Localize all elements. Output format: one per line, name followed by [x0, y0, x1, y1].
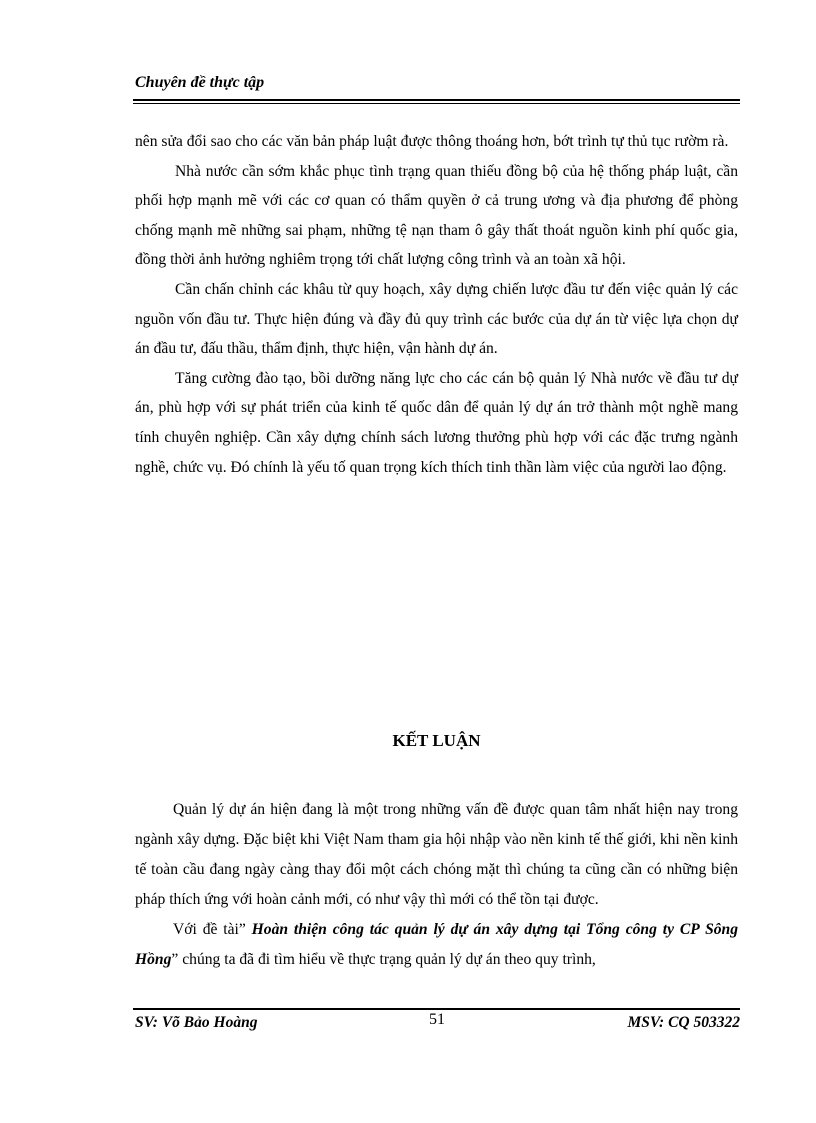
conclusion-paragraph-1: Quản lý dự án hiện đang là một trong những vấn đề được quan tâm nhất hiện nay trong ngành xây dựng. Đặc biệt khi Việt Nam tham gia hội nhập vào nền kinh tế thế giới, khi nền kinh tế toàn cầu đang ngày càng thay đổi một cách chóng mặt thì chúng ta cũng cần có những biện pháp thích ứng với hoàn cảnh mới, có như vậy thì mới có thể tồn tại được.	[135, 801, 738, 908]
footer-rule	[133, 1008, 740, 1010]
conclusion-text	[135, 795, 738, 975]
paragraph-2-prefix: Với đề tài”	[173, 921, 252, 938]
document-header-title: Chuyên đề thực tập	[135, 74, 265, 91]
conclusion-paragraph-2	[135, 915, 738, 975]
body-text	[135, 127, 738, 482]
paragraph-continued: nên sửa đổi sao cho các văn bản pháp luật được thông thoáng hơn, bớt trình tự thủ tục rườm rà.	[135, 133, 729, 150]
thesis-topic-title: Hoàn thiện công tác quản lý dự án xây dựng tại Tổng công ty CP Sông Hồng	[135, 921, 739, 968]
paragraph-planning: Cần chấn chỉnh các khâu từ quy hoạch, xây dựng chiến lược đầu tư đến việc quản lý các nguồn vốn đầu tư. Thực hiện đúng và đầy đủ quy trình các bước của dự án từ việc lựa chọn dự án đầu tư, đấu thầu, thẩm định, thực hiện, vận hành dự án.	[135, 280, 738, 358]
footer-student-id: MSV: CQ 503322	[627, 1014, 740, 1031]
footer-student-name: SV: Võ Bảo Hoàng	[135, 1014, 258, 1031]
conclusion-heading: KẾT LUẬN	[392, 731, 481, 750]
page-number: 51	[429, 1011, 445, 1028]
paragraph-training: Tăng cường đào tạo, bồi dưỡng năng lực cho các cán bộ quản lý Nhà nước về đầu tư dự án, phù hợp với sự phát triển của kinh tế quốc dân để quản lý dự án trở thành một nghề mang tính chuyên nghiệp. Cần xây dựng chính sách lương thưởng phù hợp với các đặc trưng ngành nghề, chức vụ. Đó chính là yếu tố quan trọng kích thích tinh thần làm việc của người lao động.	[135, 369, 738, 476]
paragraph-legal-system: Nhà nước cần sớm khắc phục tình trạng quan thiếu đồng bộ của hệ thống pháp luật, cần phối hợp mạnh mẽ với các cơ quan có thẩm quyền ở cả trung ương và địa phương để phòng chống mạnh mẽ những sai phạm, những tệ nạn tham ô gây thất thoát nguồn kinh phí quốc gia, đồng thời ảnh hưởng nghiêm trọng tới chất lượng công trình và an toàn xã hội.	[135, 162, 738, 269]
paragraph-2-suffix: ” chúng ta đã đi tìm hiểu về thực trạng quản lý dự án theo quy trình,	[171, 951, 596, 968]
header-rule-thin	[133, 103, 740, 104]
header-rule-thick	[133, 99, 740, 101]
